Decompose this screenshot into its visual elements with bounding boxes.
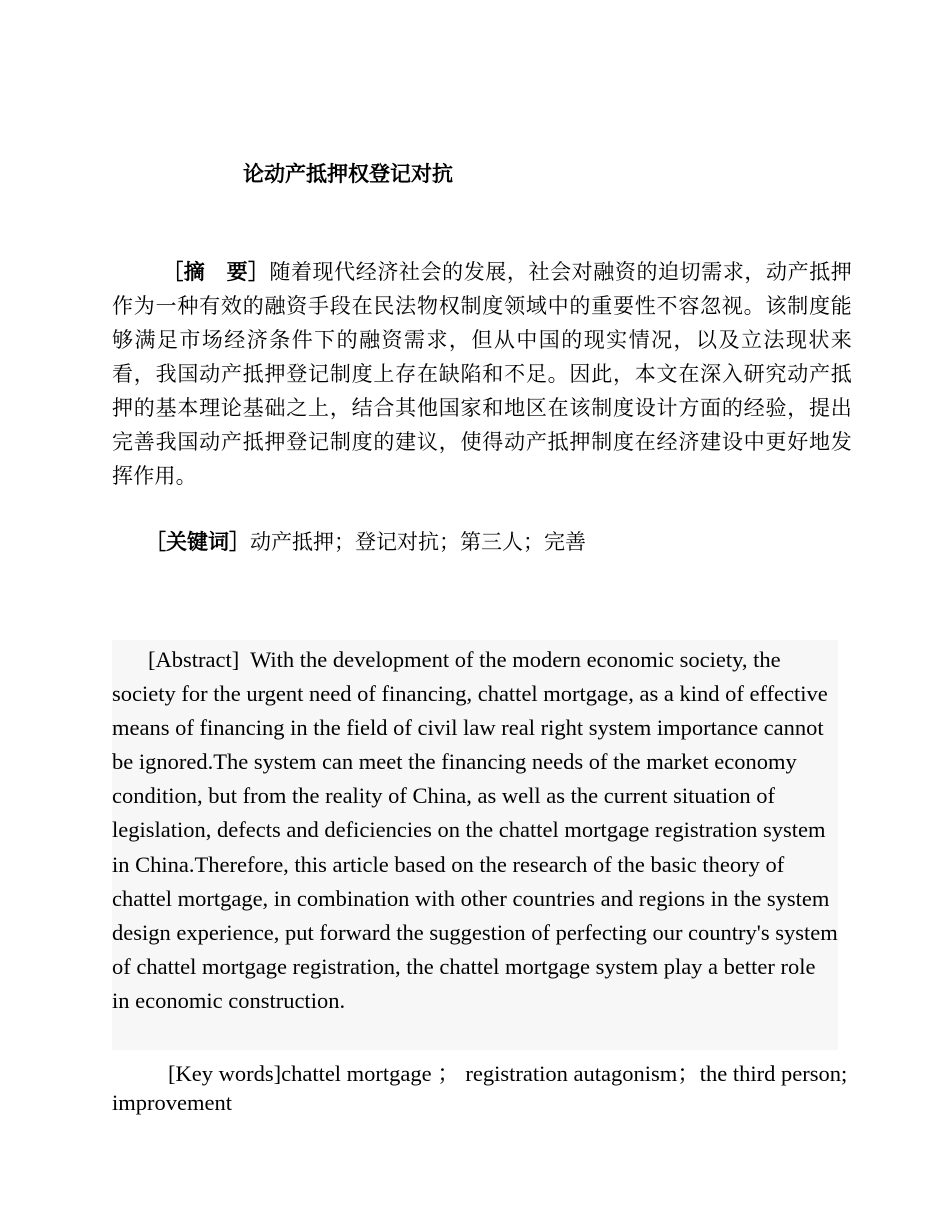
english-keywords-text: chattel mortgage ； registration autagonism；the third person; improvement (112, 1061, 848, 1115)
english-abstract (112, 643, 838, 1018)
chinese-keywords-label: ［关键词］ (145, 530, 250, 554)
chinese-abstract-text: 随着现代经济社会的发展，社会对融资的迫切需求，动产抵押作为一种有效的融资手段在民法物权制度领域中的重要性不容忽视。该制度能够满足市场经济条件下的融资需求，但从中国的现实情况，以及立法现状来看，我国动产抵押登记制度上存在缺陷和不足。因此，本文在深入研究动产抵押的基本理论基础之上，结合其他国家和地区在该制度设计方面的经验，提出完善我国动产抵押登记制度的建议，使得动产抵押制度在经济建设中更好地发挥作用。 (112, 260, 853, 488)
chinese-keywords (145, 525, 586, 559)
english-keywords-label: [Key words] (168, 1061, 282, 1086)
english-keywords (112, 1059, 850, 1117)
chinese-abstract (112, 255, 852, 493)
chinese-keywords-text: 动产抵押；登记对抗；第三人；完善 (250, 530, 586, 554)
page-title: 论动产抵押权登记对抗 (243, 162, 453, 186)
chinese-abstract-label: ［摘 要］ (162, 260, 270, 284)
english-abstract-text: With the development of the modern economic society, the society for the urgent need of financing, chattel mortgage, as a kind of effective means of financing in the field of civil law real right system importance cannot be ignored.The system can meet the financing needs of the market economy condition, but from the reality of China, as well as the current situation of legislation, defects and deficiencies on the chattel mortgage registration system in China.Therefore, this article based on the research of the basic theory of chattel mortgage, in combination with other countries and regions in the system design experience, put forward the suggestion of perfecting our country's system of chattel mortgage registration, the chattel mortgage system play a better role in economic construction. (112, 647, 838, 1013)
english-abstract-label: [Abstract] (148, 647, 240, 672)
